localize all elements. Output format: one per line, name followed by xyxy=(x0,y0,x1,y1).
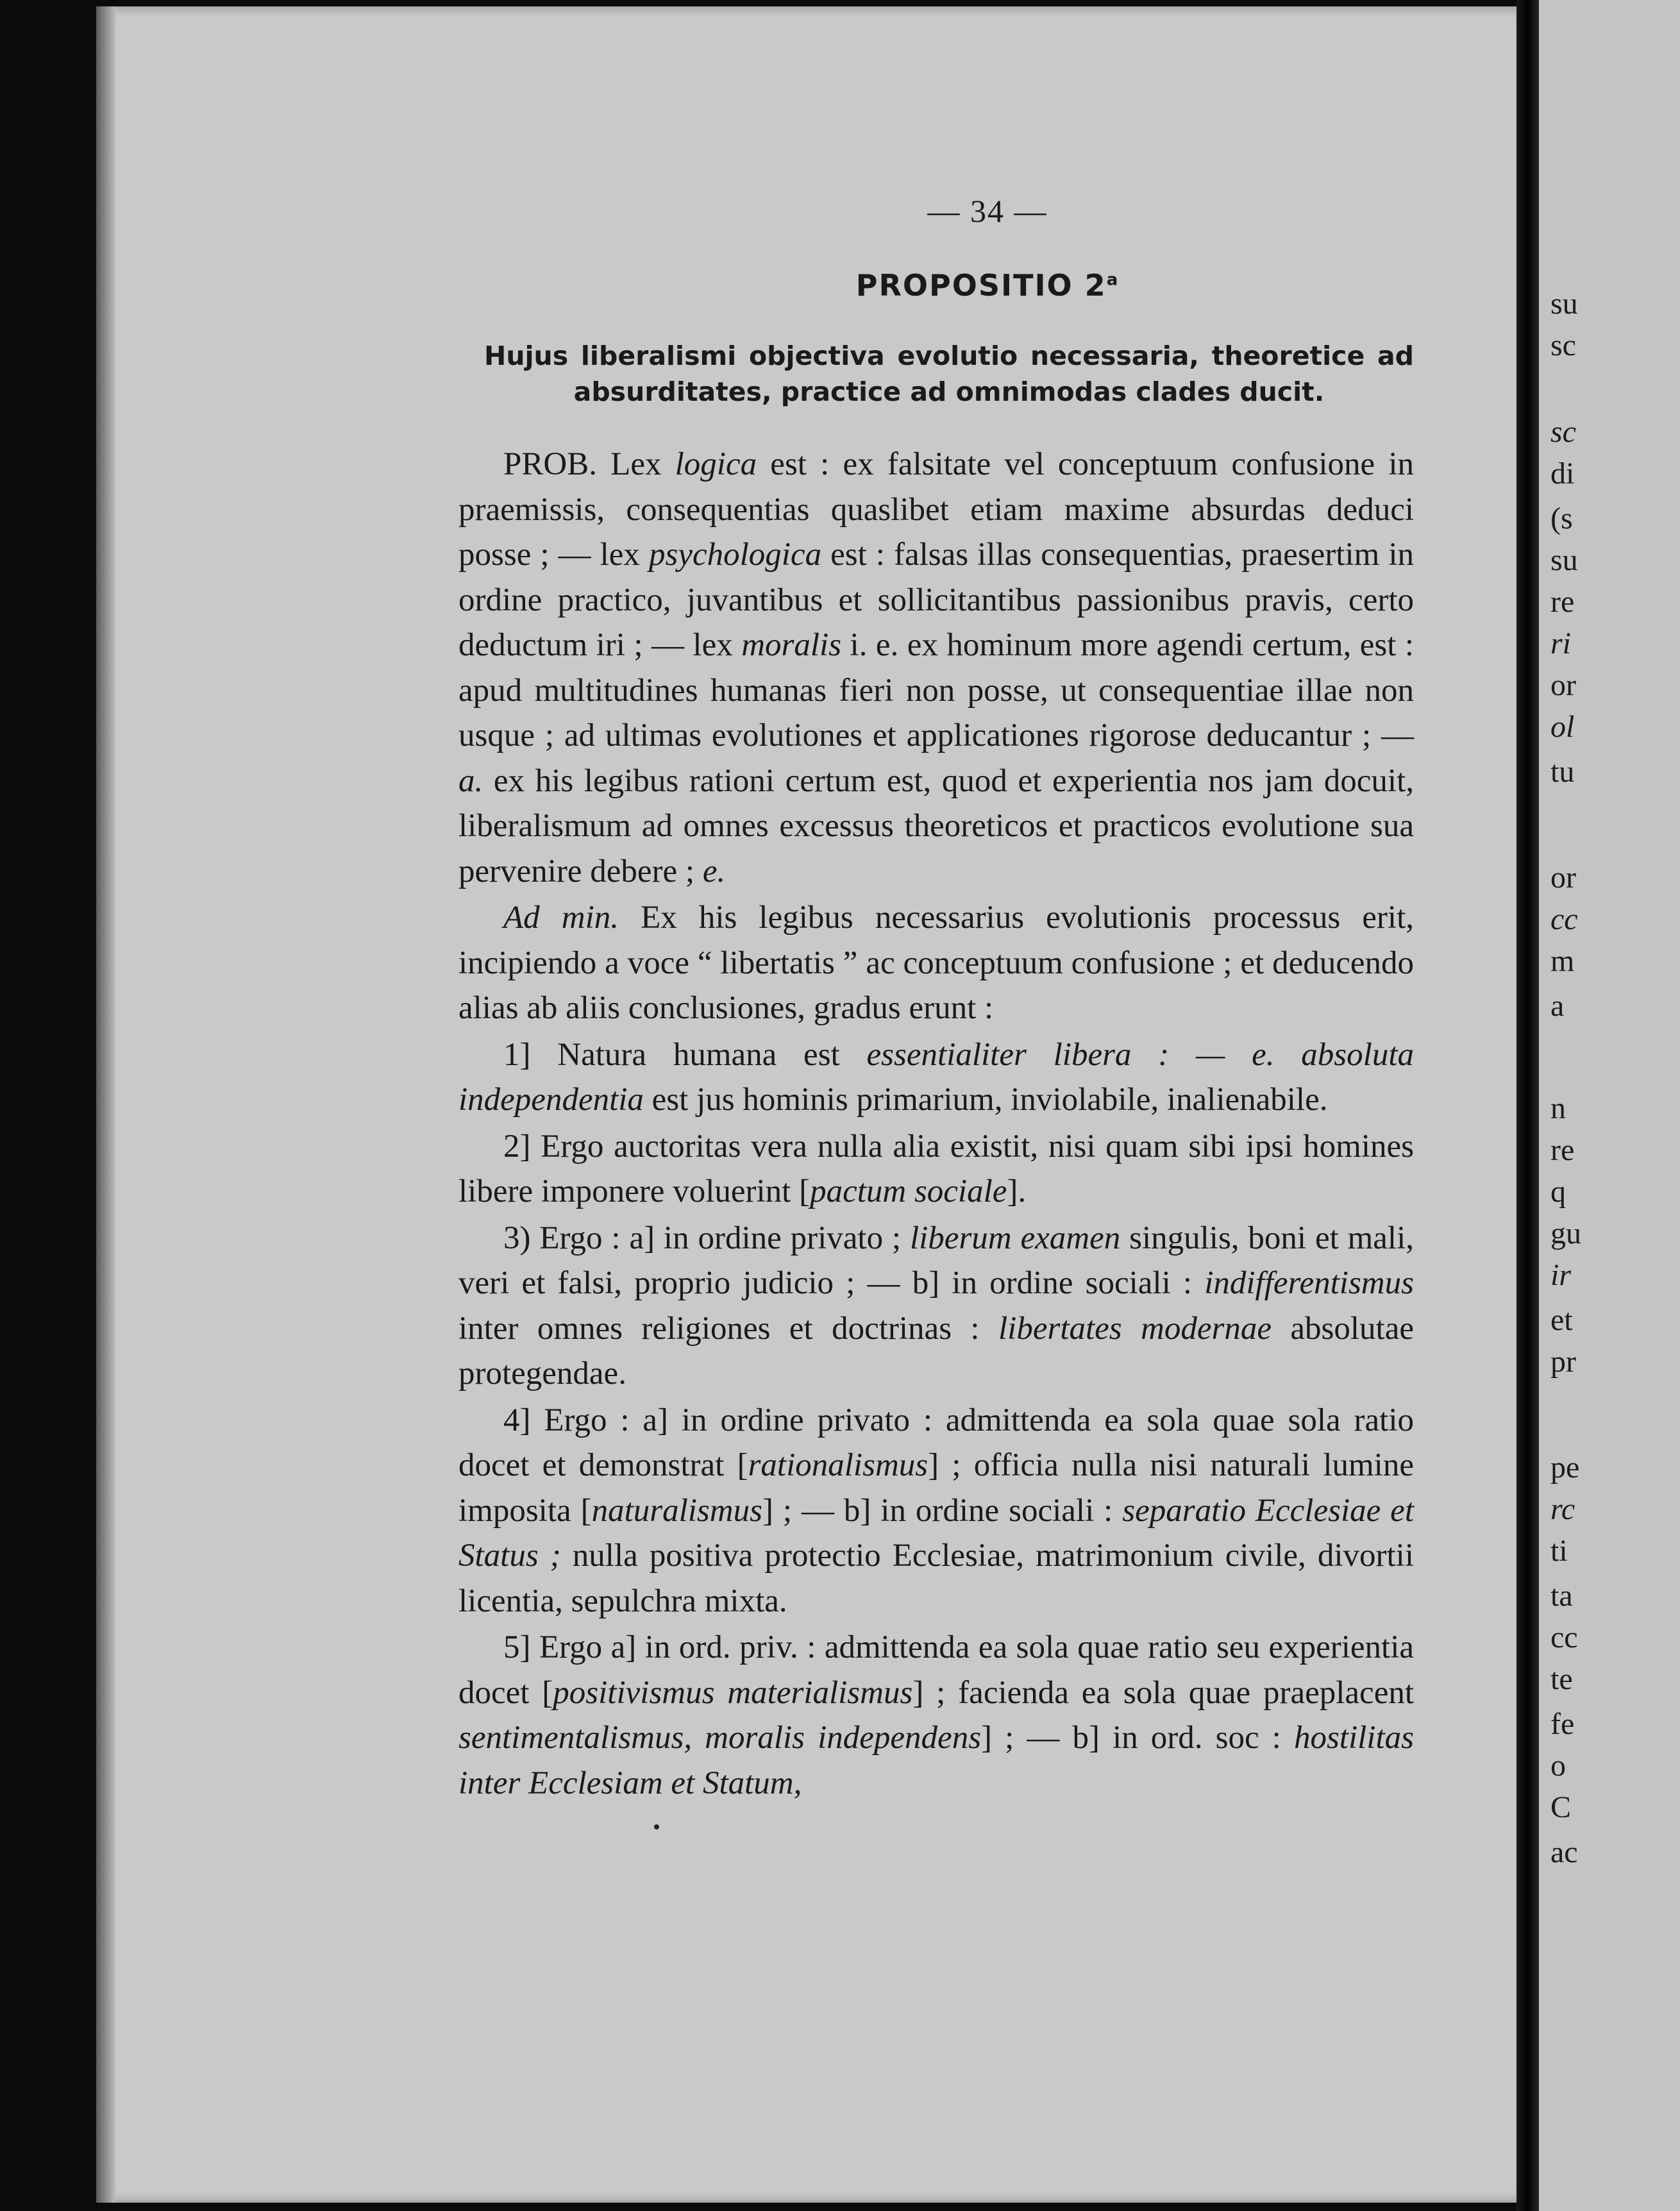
paragraph-text: 3) Ergo : a] in ordine privato ; xyxy=(503,1220,910,1256)
adjacent-page-fragment: (s xyxy=(1550,501,1573,535)
ink-speck xyxy=(654,1824,659,1829)
paragraph-text: ] ; — b] in ord. soc : xyxy=(981,1720,1294,1756)
italic-term: liberum examen xyxy=(909,1220,1121,1256)
adjacent-page-fragment: su xyxy=(1550,287,1578,321)
adjacent-page-fragment: su xyxy=(1550,543,1578,577)
paragraph-text: ]. xyxy=(1007,1173,1027,1209)
adjacent-page-fragment: ri xyxy=(1550,626,1572,660)
adjacent-page-fragment: ol xyxy=(1550,710,1575,744)
adjacent-page-fragment: m xyxy=(1550,944,1575,978)
italic-term: indifferentismus xyxy=(1204,1265,1414,1301)
adjacent-page-fragment: pe xyxy=(1550,1450,1580,1484)
adjacent-page-fragment: or xyxy=(1550,668,1576,702)
paragraph-text: ex his legibus rationi certum est, quod et experientia nos jam docuit, liberalismum ad omnes excessus theoreticos et practicos evolutione sua pervenire debere ; xyxy=(458,762,1414,889)
body-paragraphs xyxy=(458,442,1414,1806)
paragraph xyxy=(458,1625,1414,1806)
paragraph-text: 2] Ergo auctoritas vera nulla alia existit, nisi quam sibi ipsi homines libere imponere voluerint [ xyxy=(458,1128,1414,1209)
italic-term: e. xyxy=(702,853,726,889)
adjacent-page-fragment: re xyxy=(1550,585,1575,619)
adjacent-page-fragment: re xyxy=(1550,1133,1575,1167)
italic-term: Ad min. xyxy=(503,900,619,936)
paragraph xyxy=(458,1216,1414,1397)
paragraph-text: est jus hominis primarium, inviolabile, inalienabile. xyxy=(643,1082,1328,1118)
adjacent-page-fragment: et xyxy=(1550,1303,1573,1337)
adjacent-page-fragment: or xyxy=(1550,861,1576,895)
italic-term: libertates modernae xyxy=(998,1310,1272,1347)
page-text xyxy=(458,192,1414,1806)
proposition-title-text: PROPOSITIO 2 xyxy=(855,268,1107,303)
paragraph xyxy=(458,895,1414,1031)
paragraph xyxy=(458,442,1414,894)
adjacent-page-fragment: a xyxy=(1550,989,1565,1023)
adjacent-page-fragment: ac xyxy=(1550,1835,1578,1869)
paragraph-text: PROB. Lex xyxy=(503,446,675,482)
paragraph-text: absolutae protegendae. xyxy=(458,1310,1414,1391)
paragraph-text: 5] Ergo a] in ord. priv. : admittenda ea sola quae ratio seu experientia docet [ xyxy=(458,1629,1414,1711)
proposition-title-superscript: a xyxy=(1106,270,1120,290)
adjacent-page-fragment: tu xyxy=(1550,755,1575,789)
page-number: — 34 — xyxy=(927,193,1048,229)
italic-term: logica xyxy=(675,446,757,482)
italic-term: sentimentalismus, moralis independens xyxy=(458,1720,982,1756)
adjacent-page-fragment: n xyxy=(1550,1091,1566,1125)
paragraph-text: nulla positiva protectio Ecclesiae, matrimonium civile, divortii licentia, sepulchra mixta. xyxy=(458,1538,1414,1619)
italic-term: essentialiter libera : — e. absoluta independentia xyxy=(458,1036,1414,1118)
adjacent-page-fragment: te xyxy=(1550,1662,1573,1696)
paragraph xyxy=(458,1124,1414,1215)
italic-term: positivismus materialismus xyxy=(553,1674,913,1711)
paragraph-text: ] ; officia nulla nisi naturali lumine imposita [ xyxy=(458,1447,1414,1529)
adjacent-page-fragment: C xyxy=(1550,1790,1572,1824)
adjacent-page-fragment: di xyxy=(1550,457,1575,491)
page-edge-shadow xyxy=(96,6,115,2203)
italic-term: rationalismus xyxy=(748,1447,928,1483)
italic-term: a. xyxy=(458,762,483,799)
italic-term: hostilitas inter Ecclesiam et Statum, xyxy=(458,1720,1414,1801)
adjacent-page-fragment: o xyxy=(1550,1749,1566,1783)
paragraph-text: est : ex falsitate vel conceptuum confusione in praemissis, consequentias quaslibet etiam maxime absurdas deduci posse ; — lex xyxy=(458,446,1414,573)
italic-term: psychologica xyxy=(648,537,822,573)
italic-term: naturalismus xyxy=(591,1492,762,1529)
book-gutter xyxy=(1516,0,1539,2211)
paragraph-text: Ex his legibus necessarius evolutionis processus erit, incipiendo a voce “ libertatis ” ac conceptuum confusione ; et deducendo alias ab aliis conclusiones, gradus erunt : xyxy=(458,900,1414,1026)
paragraph-text: 1] Natura humana est xyxy=(503,1036,867,1073)
paragraph-text: singulis, boni et mali, veri et falsi, proprio judicio ; — b] in ordine sociali : xyxy=(458,1220,1414,1301)
italic-term: moralis xyxy=(741,627,842,663)
thesis-statement: Hujus liberalismi objectiva evolutio necessaria, theoretice ad absurditates, practice ad omnimodas clades ducit. xyxy=(484,340,1414,407)
paragraph-text: i. e. ex hominum more agendi certum, est : apud multitudines humanas fieri non posse, ut consequentiae illae non usque ; ad ultimas evolutiones et applicationes rigorose deducantur ; — xyxy=(458,627,1414,753)
adjacent-page-fragment: sc xyxy=(1550,415,1576,449)
paragraph-text: ] ; — b] in ordine sociali : xyxy=(762,1492,1123,1529)
paragraph-text: 4] Ergo : a] in ordine privato : admittenda ea sola quae sola ratio docet et demonstrat [ xyxy=(458,1402,1414,1483)
paragraph xyxy=(458,1398,1414,1624)
proposition-title xyxy=(458,268,1414,303)
paragraph-text: ] ; facienda ea sola quae praeplacent xyxy=(912,1674,1414,1711)
paragraph-text: inter omnes religiones et doctrinas : xyxy=(458,1310,998,1347)
adjacent-page-fragment: cc xyxy=(1550,902,1578,936)
adjacent-page-fragment: q xyxy=(1550,1175,1566,1209)
italic-term: separatio Ecclesiae et Status ; xyxy=(458,1492,1414,1574)
paragraph xyxy=(458,1032,1414,1123)
adjacent-page-fragment: sc xyxy=(1550,328,1576,362)
adjacent-page-fragment: fe xyxy=(1550,1707,1575,1741)
paragraph-text: est : falsas illas consequentias, praesertim in ordine practico, juvantibus et sollicitantibus passionibus pravis, certo deductum iri ; — lex xyxy=(458,537,1414,663)
adjacent-page-fragment: ta xyxy=(1550,1579,1573,1613)
adjacent-page-fragment: pr xyxy=(1550,1345,1576,1379)
adjacent-page-fragment: cc xyxy=(1550,1620,1578,1654)
adjacent-page-fragment: rc xyxy=(1550,1492,1575,1526)
adjacent-page-fragment: ir xyxy=(1550,1258,1572,1292)
adjacent-page xyxy=(1539,0,1680,2211)
italic-term: pactum sociale xyxy=(810,1173,1007,1209)
adjacent-page-fragment: ti xyxy=(1550,1534,1568,1568)
adjacent-page-fragment: gu xyxy=(1550,1216,1581,1250)
